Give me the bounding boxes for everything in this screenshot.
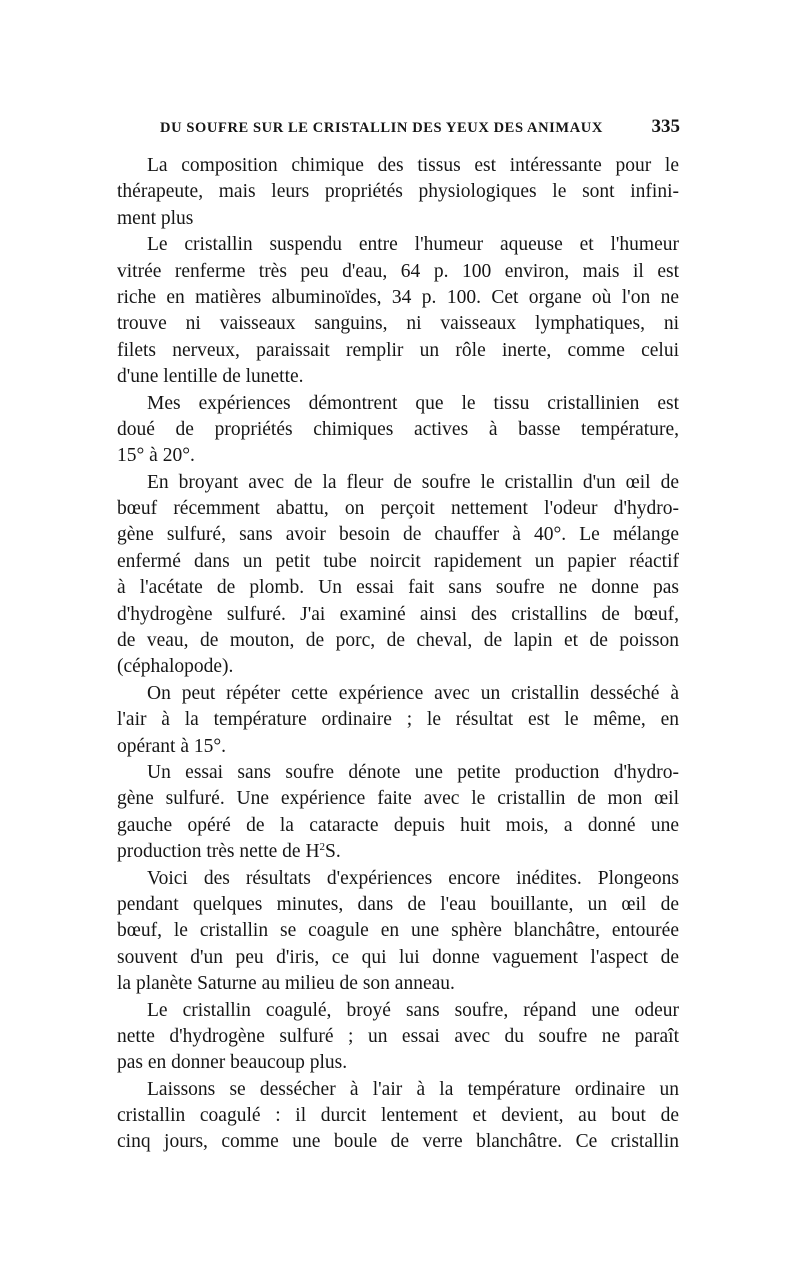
text-line: (céphalopode).	[117, 656, 234, 678]
text-line: souvent d'un peu d'iris, ce qui lui donne vaguement l'aspect de	[117, 946, 679, 968]
text-line: bœuf récemment abattu, on perçoit nettement l'odeur d'hydro-	[117, 498, 679, 520]
text-line: pendant quelques minutes, dans de l'eau bouillante, un œil de	[117, 893, 679, 915]
text-line: trouve ni vaisseaux sanguins, ni vaisseaux lymphatiques, ni	[117, 313, 679, 335]
text-line: de veau, de mouton, de porc, de cheval, de lapin et de poisson	[117, 630, 679, 652]
text-line: vitrée renferme très peu d'eau, 64 p. 100 environ, mais il est	[117, 260, 679, 282]
text-line: On peut répéter cette expérience avec un cristallin desséché à	[147, 682, 679, 704]
formula-tail: S.	[325, 841, 341, 863]
text-line: filets nerveux, paraissait remplir un rôle inerte, comme celui	[117, 339, 679, 361]
text-line: gène sulfuré. Une expérience faite avec le cristallin de mon œil	[117, 788, 679, 810]
text-line: enfermé dans un petit tube noircit rapidement un papier réactif	[117, 550, 679, 572]
text-line: bœuf, le cristallin se coagule en une sphère blanchâtre, entourée	[117, 920, 679, 942]
text-line: cristallin coagulé : il durcit lentement et devient, au bout de	[117, 1105, 679, 1127]
text-line: Mes expériences démontrent que le tissu cristallinien est	[147, 392, 679, 414]
text-line: opérant à 15°.	[117, 735, 227, 757]
formula-text: production très nette de H	[117, 841, 320, 863]
text-line: d'hydrogène sulfuré. J'ai examiné ainsi des cristallins de bœuf,	[117, 603, 679, 625]
body-text	[117, 153, 679, 1156]
text-line: 15° à 20°.	[117, 445, 195, 467]
text-line: riche en matières albuminoïdes, 34 p. 100. Cet organe où l'on ne	[117, 286, 679, 308]
text-line: thérapeute, mais leurs propriétés physiologiques le sont infini-	[117, 181, 679, 203]
page-number: 335	[651, 116, 680, 137]
text-line: pas en donner beaucoup plus.	[117, 1052, 348, 1074]
text-line: Laissons se dessécher à l'air à la température ordinaire un	[147, 1078, 679, 1100]
text-line: Un essai sans soufre dénote une petite production d'hydro-	[147, 761, 679, 783]
text-line: En broyant avec de la fleur de soufre le cristallin d'un œil de	[147, 471, 679, 493]
formula-superscript: 2	[319, 841, 326, 854]
text-line: d'une lentille de lunette.	[117, 366, 304, 388]
running-head	[160, 116, 680, 138]
text-line: l'air à la température ordinaire ; le résultat est le même, en	[117, 709, 679, 731]
text-line: doué de propriétés chimiques actives à basse température,	[117, 418, 679, 440]
text-line: à l'acétate de plomb. Un essai fait sans soufre ne donne pas	[117, 577, 679, 599]
text-line: gauche opéré de la cataracte depuis huit mois, a donné une	[117, 814, 679, 836]
text-line: La composition chimique des tissus est intéressante pour le	[147, 155, 679, 176]
text-line: la planète Saturne au milieu de son anneau.	[117, 973, 455, 995]
text-line: gène sulfuré, sans avoir besoin de chauffer à 40°. Le mélange	[117, 524, 679, 546]
text-line: cinq jours, comme une boule de verre blanchâtre. Ce cristallin	[117, 1131, 679, 1153]
running-head-title: DU SOUFRE SUR LE CRISTALLIN DES YEUX DES ANIMAUX	[160, 120, 603, 136]
text-line: Le cristallin suspendu entre l'humeur aqueuse et l'humeur	[147, 234, 679, 256]
text-line: Le cristallin coagulé, broyé sans soufre, répand une odeur	[147, 999, 679, 1021]
text-line: Voici des résultats d'expériences encore inédites. Plongeons	[147, 867, 679, 889]
text-line: ment plus	[117, 207, 194, 229]
text-line: nette d'hydrogène sulfuré ; un essai avec du soufre ne paraît	[117, 1025, 679, 1047]
text-line-formula	[117, 839, 679, 865]
